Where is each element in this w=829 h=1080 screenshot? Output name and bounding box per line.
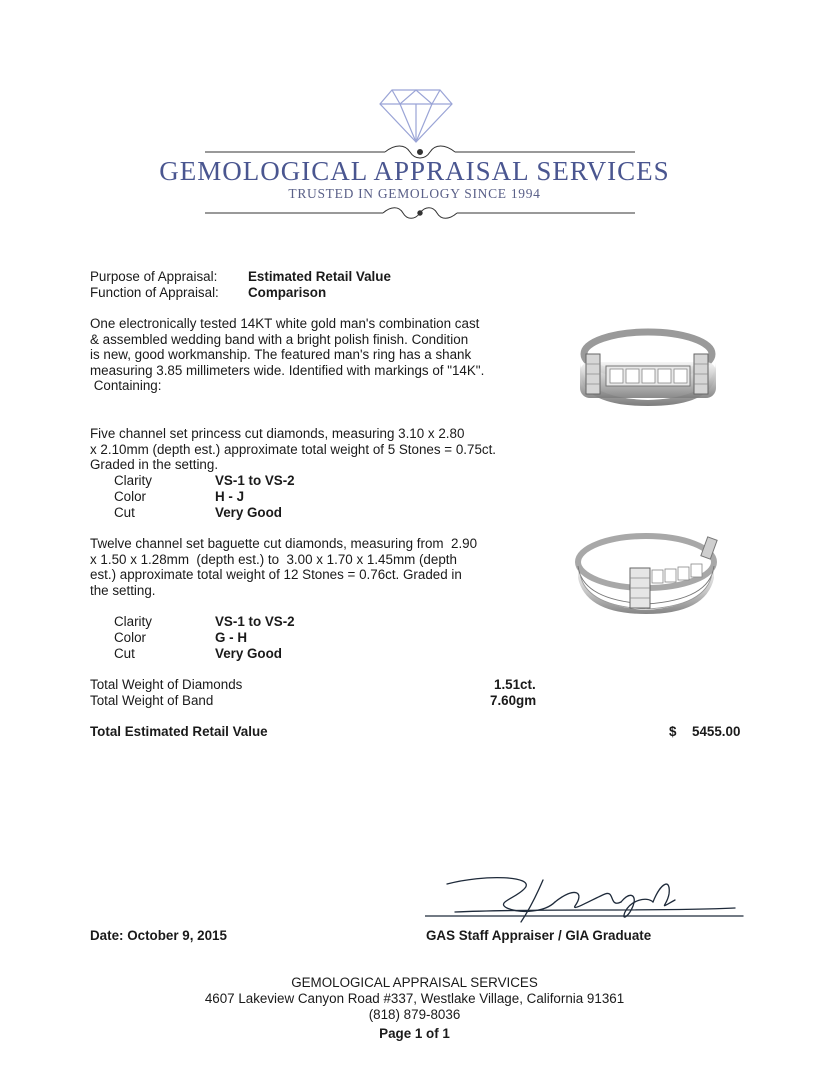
function-label: Function of Appraisal:: [90, 285, 219, 300]
stones2-color-value: G - H: [215, 630, 247, 645]
appraiser-title: GAS Staff Appraiser / GIA Graduate: [426, 928, 652, 943]
page-number: Page 1 of 1: [379, 1026, 450, 1041]
footer-phone: (818) 879-8036: [368, 1007, 461, 1022]
stones1-cut-value: Very Good: [215, 505, 282, 520]
appraisal-date: Date: October 9, 2015: [90, 928, 227, 943]
ring-photo-side: [572, 522, 722, 614]
function-value: Comparison: [248, 285, 327, 300]
stones2-clarity-label: Clarity: [114, 614, 152, 629]
stones2-color-label: Color: [114, 630, 146, 645]
company-logo-title: GEMOLOGICAL APPRAISAL SERVICES: [159, 156, 670, 186]
total-diamonds-value: 1.51ct.: [494, 677, 536, 692]
total-diamonds-label: Total Weight of Diamonds: [90, 677, 243, 692]
stones1-clarity-value: VS-1 to VS-2: [215, 473, 295, 488]
total-band-value: 7.60gm: [490, 693, 537, 708]
stones2-description: [90, 536, 477, 598]
description-line: One electronically tested 14KT white gold man's combination cast: [90, 316, 480, 331]
stones2-clarity-value: VS-1 to VS-2: [215, 614, 295, 629]
stones2-line: Twelve channel set baguette cut diamonds, measuring from 2.90: [90, 536, 478, 551]
stones2-line: est.) approximate total weight of 12 Stones = 0.76ct. Graded in: [90, 567, 462, 583]
purpose-label: Purpose of Appraisal:: [90, 269, 218, 284]
stones1-line: x 2.10mm (depth est.) approximate total weight of 5 Stones = 0.75ct.: [90, 441, 497, 457]
item-description: [90, 316, 484, 394]
stones1-cut-label: Cut: [114, 505, 135, 520]
footer-address: 4607 Lakeview Canyon Road #337, Westlake Village, California 91361: [204, 991, 625, 1006]
stones1-line: Graded in the setting.: [90, 457, 219, 473]
purpose-value: Estimated Retail Value: [248, 269, 391, 284]
footer-company: GEMOLOGICAL APPRAISAL SERVICES: [291, 975, 538, 990]
stones1-clarity-label: Clarity: [114, 473, 152, 488]
estimated-value-amount: 5455.00: [692, 724, 741, 739]
header-bottom-ornament-icon: [205, 204, 635, 222]
stones1-color-label: Color: [114, 489, 146, 504]
description-line: measuring 3.85 millimeters wide. Identified with markings of "14K".: [90, 362, 485, 378]
diamond-logo-icon: [378, 88, 454, 144]
description-line: & assembled wedding band with a bright polish finish. Condition: [90, 331, 469, 347]
total-band-label: Total Weight of Band: [90, 693, 214, 708]
stones2-line: x 1.50 x 1.28mm (depth est.) to 3.00 x 1.70 x 1.45mm (depth: [90, 551, 457, 567]
stones1-description: [90, 426, 496, 473]
description-line: is new, good workmanship. The featured man's ring has a shank: [90, 347, 472, 363]
stones1-color-value: H - J: [215, 489, 245, 504]
stones2-cut-label: Cut: [114, 646, 135, 661]
estimated-value-currency: $: [669, 724, 677, 739]
description-line: Containing:: [90, 378, 162, 394]
stones2-line: the setting.: [90, 582, 156, 598]
ring-photo-top: [572, 318, 722, 406]
appraiser-signature-icon: [425, 872, 745, 928]
stones2-cut-value: Very Good: [215, 646, 282, 661]
estimated-value-label: Total Estimated Retail Value: [90, 724, 268, 739]
stones1-line: Five channel set princess cut diamonds, measuring 3.10 x 2.80: [90, 426, 465, 441]
company-logo-subtitle: TRUSTED IN GEMOLOGY SINCE 1994: [288, 186, 541, 201]
